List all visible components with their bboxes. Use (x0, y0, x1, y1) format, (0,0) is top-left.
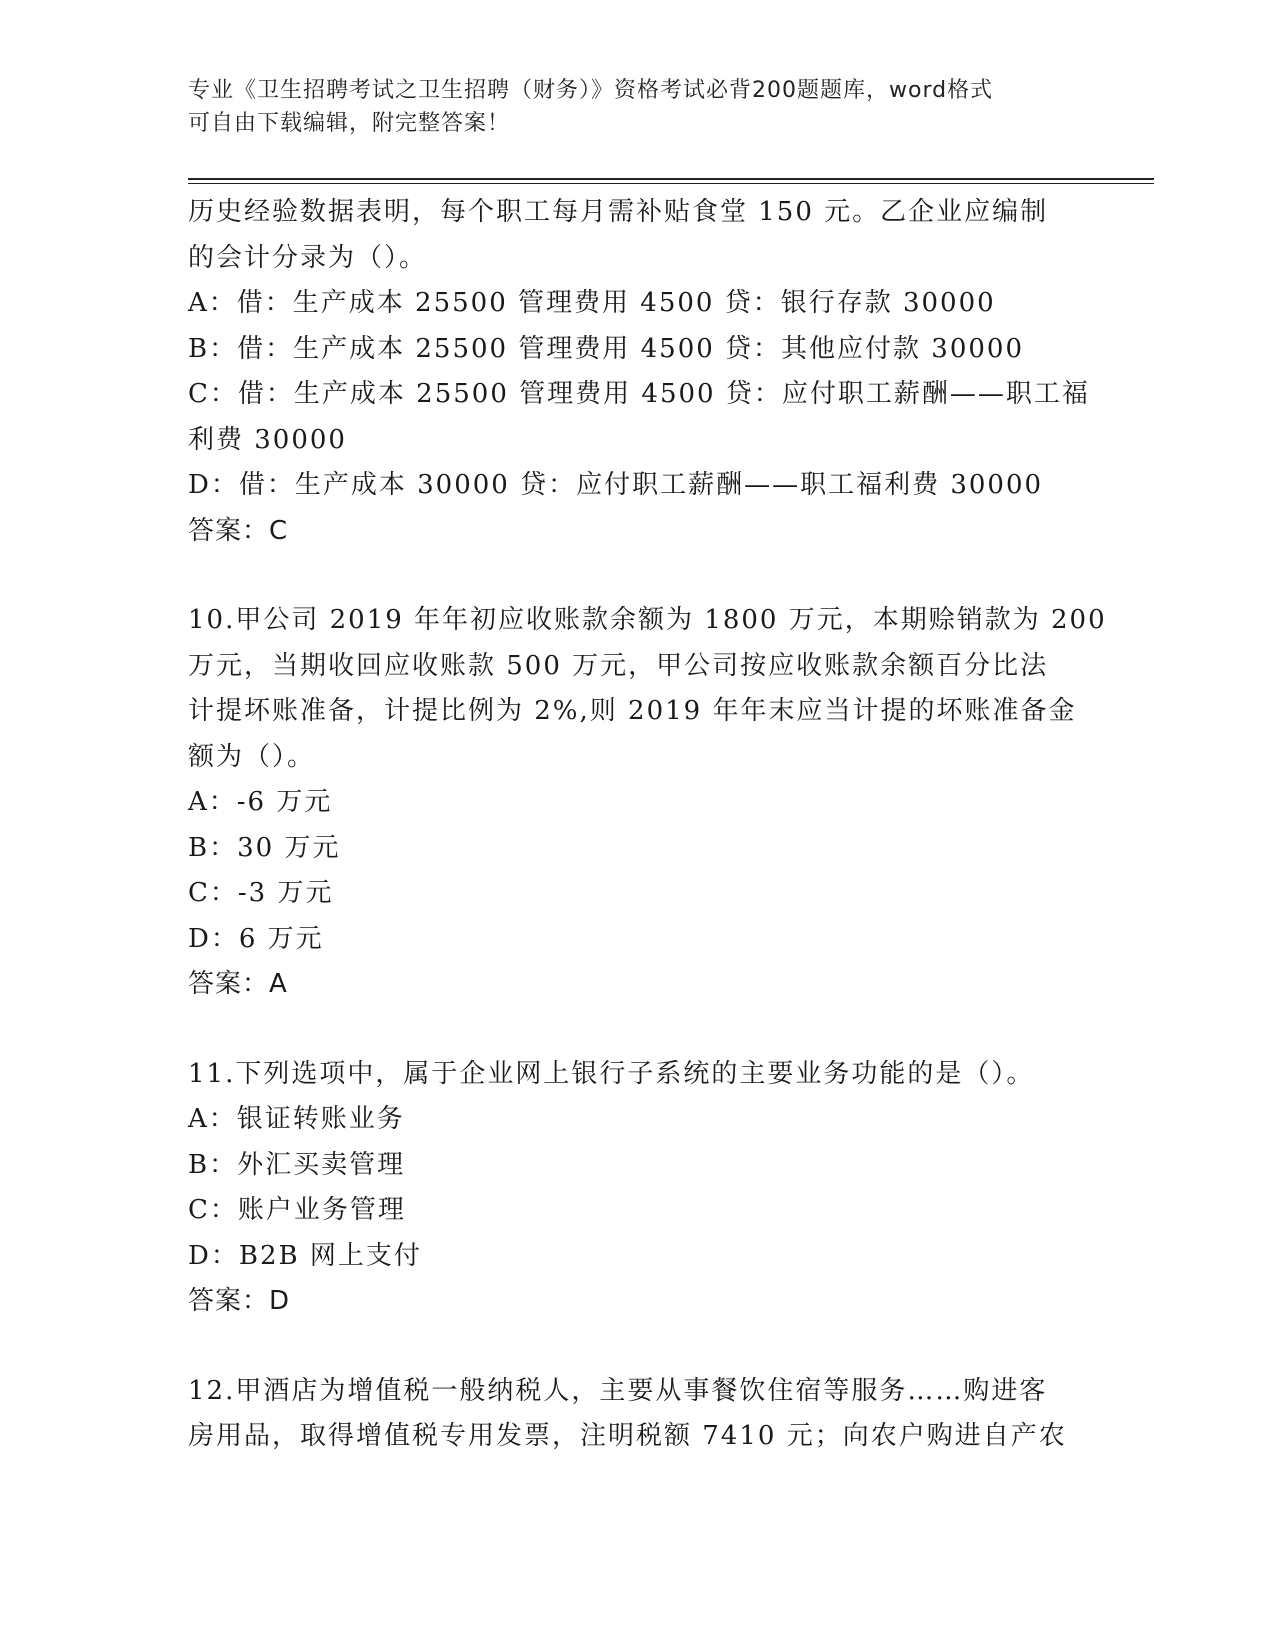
header-rule-thick (188, 178, 1154, 180)
option-a: A：-6 万元 (188, 787, 333, 817)
option-c: C：借：生产成本 25500 管理费用 4500 贷：应付职工薪酬——职工福 (188, 379, 1090, 409)
answer: 答案：D (188, 1286, 291, 1316)
header-rule-thin (188, 183, 1154, 184)
spacer (188, 554, 1088, 598)
question-stem-line: 房用品，取得增值税专用发票，注明税额 7410 元；向农户购进自产农 (188, 1421, 1067, 1451)
question-stem-line: 12.甲酒店为增值税一般纳税人，主要从事餐饮住宿等服务……购进客 (188, 1375, 1048, 1406)
question-stem-line: 的会计分录为（）。 (188, 242, 428, 273)
question-12 (188, 1369, 1088, 1460)
question-stem-line: 计提坏账准备，计提比例为 2%,则 2019 年年末应当计提的坏账准备金 (188, 696, 1077, 726)
question-10 (188, 598, 1107, 1008)
question-stem-line: 历史经验数据表明，每个职工每月需补贴食堂 150 元。乙企业应编制 (188, 197, 1049, 227)
option-c: C：-3 万元 (188, 878, 334, 908)
option-d: D：借：生产成本 30000 贷：应付职工薪酬——职工福利费 30000 (188, 470, 1044, 500)
question-11 (188, 1052, 1088, 1325)
option-c-continued: 利费 30000 (188, 424, 347, 455)
option-a: A：银证转账业务 (188, 1104, 405, 1134)
question-stem-line: 额为（）。 (188, 741, 316, 772)
question-stem-line: 11.下列选项中，属于企业网上银行子系统的主要业务功能的是（）。 (188, 1058, 1035, 1089)
header-line-1: 专业《卫生招聘考试之卫生招聘（财务）》资格考试必背200题题库，word格式 (188, 78, 994, 103)
answer: 答案：A (188, 969, 288, 999)
document-header (188, 74, 1068, 140)
question-stem-line: 万元，当期收回应收账款 500 万元，甲公司按应收账款余额百分比法 (188, 650, 1049, 681)
option-a: A：借：生产成本 25500 管理费用 4500 贷：银行存款 30000 (188, 288, 996, 318)
header-line-2: 可自由下载编辑，附完整答案！ (188, 111, 511, 136)
option-d: D：6 万元 (188, 923, 324, 954)
option-b: B：外汇买卖管理 (188, 1149, 406, 1180)
option-b: B：借：生产成本 25500 管理费用 4500 贷：其他应付款 30000 (188, 333, 1025, 364)
answer: 答案：C (188, 515, 289, 546)
option-d: D：B2B 网上支付 (188, 1240, 422, 1271)
question-stem-line: 10.甲公司 2019 年年初应收账款余额为 1800 万元，本期赊销款为 200 (188, 605, 1107, 635)
option-c: C：账户业务管理 (188, 1195, 406, 1225)
option-b: B：30 万元 (188, 832, 341, 863)
spacer (188, 1325, 1088, 1369)
spacer (188, 1008, 1088, 1052)
question-9 (188, 190, 1088, 554)
document-body (188, 190, 1107, 1460)
